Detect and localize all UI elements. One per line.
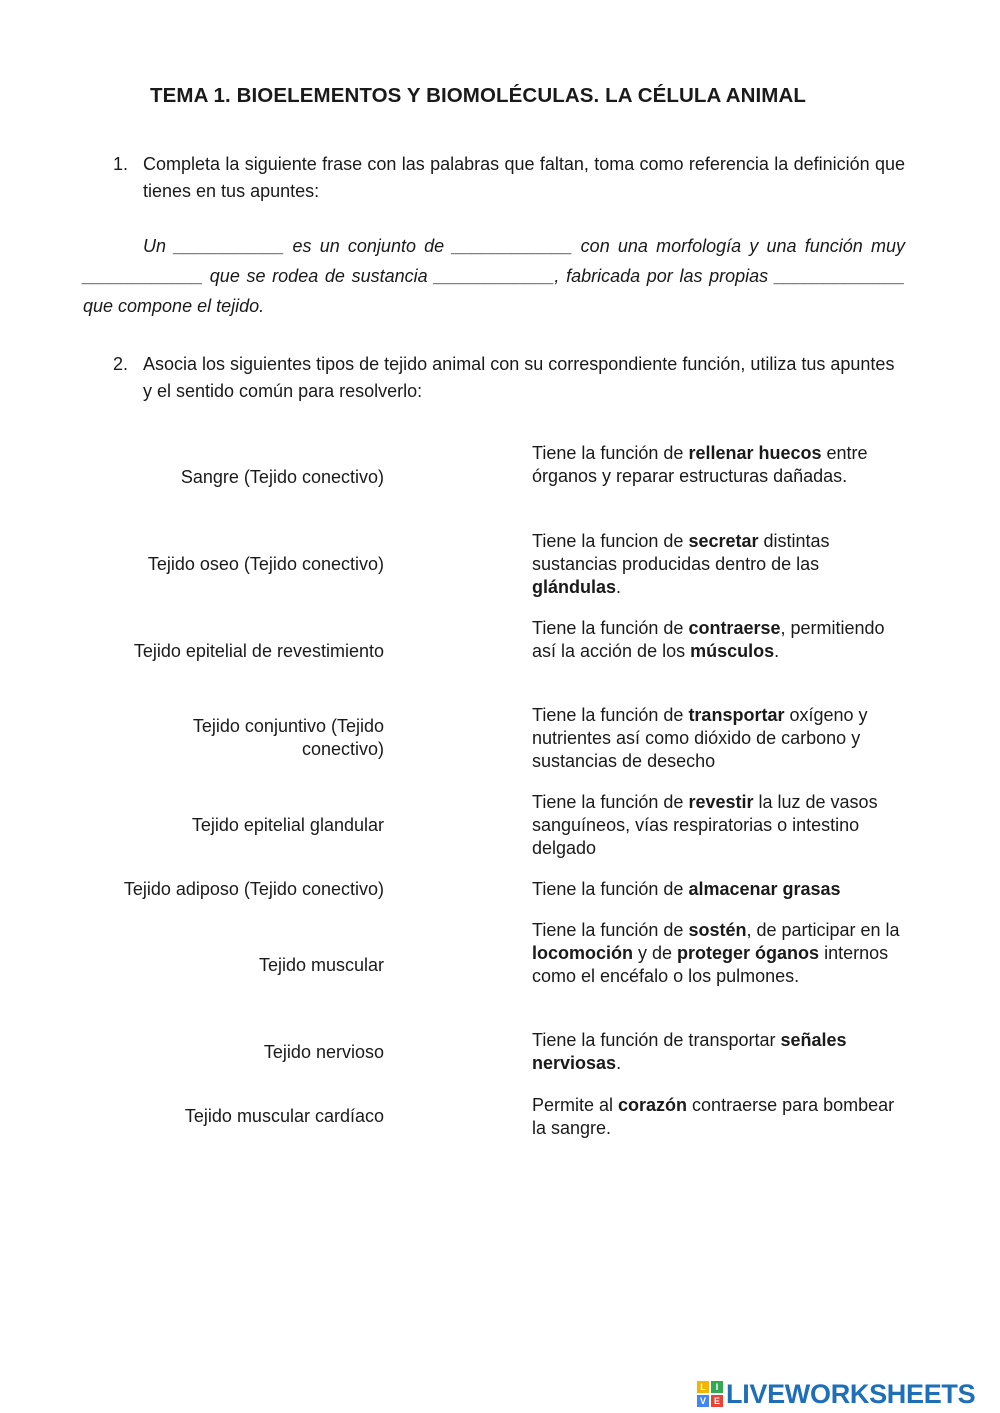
liveworksheets-logo-icon bbox=[697, 1381, 723, 1407]
fill-in-sentence: Un ___________ es un conjunto de ____________ con una morfología y una función muy ____________ que se rodea de sustancia ____________, fabricada por las propias _____________ que compone el tejido. bbox=[83, 236, 905, 316]
function-description[interactable]: Tiene la funcion de secretar distintas sustancias producidas dentro de las glándulas. bbox=[532, 531, 830, 597]
keyword: transportar bbox=[688, 705, 785, 725]
keyword: sostén bbox=[688, 920, 747, 940]
keyword: rellenar huecos bbox=[688, 443, 822, 463]
function-description[interactable]: Tiene la función de contraerse, permitiendo así la acción de los músculos. bbox=[532, 618, 885, 661]
tissue-label[interactable]: Tejido epitelial de revestimiento bbox=[133, 641, 384, 661]
keyword: corazón bbox=[618, 1095, 688, 1115]
logo-letter: E bbox=[711, 1395, 723, 1407]
question-2 bbox=[113, 351, 905, 405]
question-number: 1. bbox=[113, 154, 129, 174]
tissue-label[interactable]: Tejido oseo (Tejido conectivo) bbox=[147, 554, 384, 574]
logo-letter: V bbox=[697, 1395, 709, 1407]
function-description[interactable]: Tiene la función de transportar señales nerviosas. bbox=[532, 1030, 847, 1073]
question-prompt: Asocia los siguientes tipos de tejido animal con su correspondiente función, utiliza tus apuntes y el sentido común para resolverlo: bbox=[143, 354, 895, 401]
function-description[interactable]: Tiene la función de sostén, de participar en la locomoción y de proteger óganos internos como el encéfalo o los pulmones. bbox=[532, 920, 900, 986]
tissue-label[interactable]: Tejido epitelial glandular bbox=[191, 815, 384, 835]
keyword: locomoción bbox=[532, 943, 634, 963]
question-1 bbox=[113, 151, 905, 205]
keyword: proteger óganos bbox=[677, 943, 820, 963]
keyword: músculos bbox=[690, 641, 775, 661]
liveworksheets-brand bbox=[697, 1378, 975, 1410]
question-number: 2. bbox=[113, 354, 129, 374]
tissue-label[interactable]: Tejido conjuntivo (Tejido conectivo) bbox=[192, 716, 384, 759]
keyword: glándulas bbox=[532, 577, 617, 597]
page-title: TEMA 1. BIOELEMENTOS Y BIOMOLÉCULAS. LA CÉLULA ANIMAL bbox=[150, 84, 807, 107]
tissue-label[interactable]: Tejido adiposo (Tejido conectivo) bbox=[123, 879, 384, 899]
question-prompt: Completa la siguiente frase con las palabras que faltan, toma como referencia la definición que tienes en tus apuntes: bbox=[143, 154, 905, 201]
function-description[interactable]: Tiene la función de rellenar huecos entre órganos y reparar estructuras dañadas. bbox=[532, 443, 868, 486]
tissue-label[interactable]: Tejido muscular cardíaco bbox=[184, 1106, 384, 1126]
tissue-label[interactable]: Sangre (Tejido conectivo) bbox=[180, 467, 384, 487]
function-description[interactable]: Tiene la función de almacenar grasas bbox=[532, 879, 841, 899]
keyword: secretar bbox=[688, 531, 759, 551]
function-description[interactable]: Tiene la función de transportar oxígeno y nutrientes así como dióxido de carbono y sustancias de desecho bbox=[532, 705, 868, 771]
keyword: revestir bbox=[688, 792, 754, 812]
keyword: almacenar grasas bbox=[688, 879, 841, 899]
function-description[interactable]: Tiene la función de revestir la luz de vasos sanguíneos, vías respiratorias o intestino delgado bbox=[532, 792, 878, 858]
logo-letter: L bbox=[697, 1381, 709, 1393]
function-description[interactable]: Permite al corazón contraerse para bombear la sangre. bbox=[532, 1095, 895, 1138]
keyword: señales nerviosas bbox=[532, 1030, 847, 1073]
keyword: contraerse bbox=[688, 618, 781, 638]
logo-letter: I bbox=[711, 1381, 723, 1393]
tissue-label[interactable]: Tejido nervioso bbox=[263, 1042, 384, 1062]
tissue-label[interactable]: Tejido muscular bbox=[258, 955, 384, 975]
brand-name: LIVEWORKSHEETS bbox=[726, 1378, 976, 1409]
